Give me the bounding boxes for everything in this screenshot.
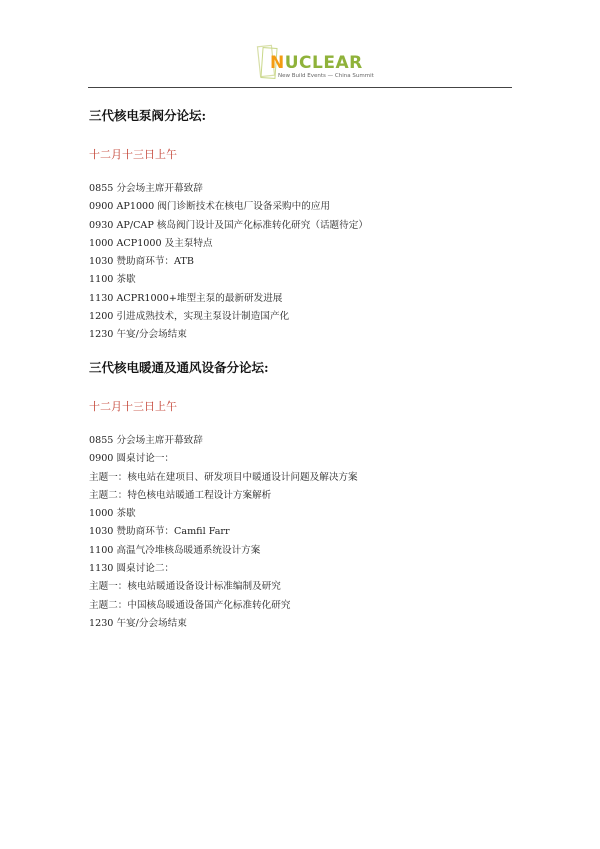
agenda-item: 0900 AP1000 阀门诊断技术在核电厂设备采购中的应用: [89, 201, 331, 213]
agenda-list: [89, 432, 519, 633]
agenda-item: 0855 分会场主席开幕致辞: [89, 183, 203, 194]
section-title: 三代核电泵阀分论坛:: [89, 108, 207, 123]
agenda-item: 0930 AP/CAP 核岛阀门设计及国产化标准转化研究（话题待定）: [89, 219, 368, 231]
nuclear-logo: [250, 40, 374, 84]
agenda-item: 主题一：核电站在建项目、研发项目中暖通设计问题及解决方案: [89, 471, 358, 483]
agenda-item: 1030 赞助商环节：ATB: [89, 256, 194, 268]
agenda-item: 1130 圆桌讨论二：: [89, 563, 175, 575]
agenda-item: 1130 ACPR1000+堆型主泵的最新研发进展: [89, 292, 283, 304]
agenda-item: 0855 分会场主席开幕致辞: [89, 435, 203, 446]
agenda-item: 0900 圆桌讨论一：: [89, 453, 175, 465]
agenda-item: 1100 高温气冷堆核岛暖通系统设计方案: [89, 544, 261, 556]
header-divider: [88, 87, 512, 88]
section-date: 十二月十三日上午: [89, 148, 177, 161]
forum-section-pumps-valves: [89, 106, 519, 345]
agenda-item: 主题二：中国核岛暖通设备国产化标准转化研究: [89, 599, 291, 611]
agenda-item: 1100 茶歇: [89, 274, 136, 286]
agenda-item: 1230 午宴/分会场结束: [89, 617, 187, 629]
section-date: 十二月十三日上午: [89, 400, 177, 413]
agenda-item: 1230 午宴/分会场结束: [89, 329, 187, 341]
forum-section-hvac: [89, 358, 519, 633]
logo-wordmark-rest: UCLEAR: [284, 53, 363, 73]
agenda-item: 1000 茶歇: [89, 508, 136, 520]
agenda-item: 1000 ACP1000 及主泵特点: [89, 237, 213, 249]
agenda-item: 主题一：核电站暖通设备设计标准编制及研究: [89, 581, 281, 593]
logo-wordmark: NUCLEAR: [270, 53, 363, 73]
agenda-item: 1200 引进成熟技术，实现主泵设计制造国产化: [89, 311, 290, 323]
agenda-item: 主题二：特色核电站暖通工程设计方案解析: [89, 489, 272, 501]
logo-tagline: New Build Events — China Summit: [278, 73, 374, 79]
section-title: 三代核电暖通及通风设备分论坛:: [89, 360, 269, 375]
agenda-list: [89, 180, 519, 345]
agenda-item: 1030 赞助商环节：Camfil Farr: [89, 526, 230, 538]
